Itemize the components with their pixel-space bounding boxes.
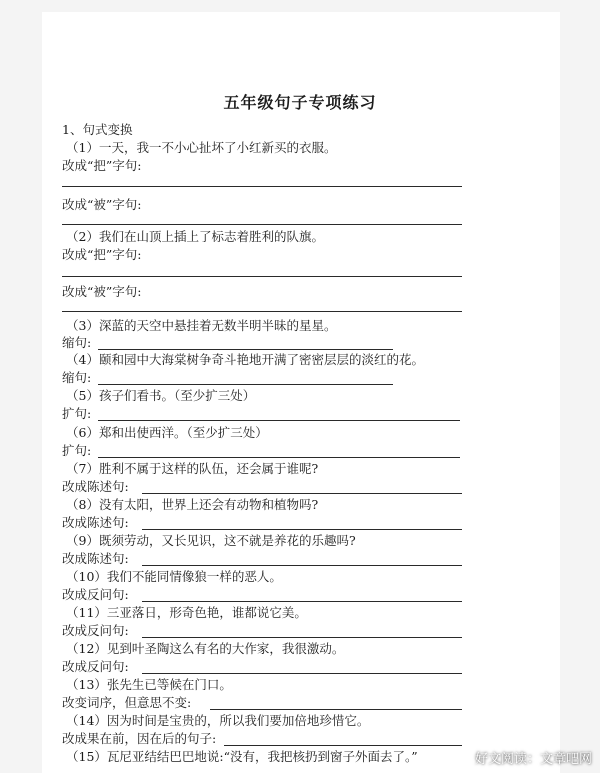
exercise-line: （8）没有太阳，世界上还会有动物和植物吗? [66, 497, 319, 512]
exercise-line: （7）胜利不属于这样的队伍，还会属于谁呢? [66, 461, 319, 476]
exercise-line: （2）我们在山顶上插上了标志着胜利的队旗。 [66, 229, 324, 244]
answer-prompt: 改成“把”字句: [62, 158, 142, 173]
answer-prompt: 改成陈述句: [62, 551, 129, 566]
answer-prompt: 改成反问句: [62, 623, 129, 638]
exercise-line: （10）我们不能同情像狼一样的恶人。 [66, 569, 282, 584]
site-watermark: 好文阅读：文章吧网 [474, 752, 592, 767]
answer-line[interactable] [142, 565, 462, 566]
answer-prompt: 扩句: [62, 443, 92, 458]
section-heading: 1、句式变换 [62, 122, 133, 137]
answer-line[interactable] [62, 276, 462, 277]
answer-line[interactable] [142, 601, 462, 602]
answer-line[interactable] [62, 311, 462, 312]
answer-line[interactable] [98, 384, 393, 385]
exercise-line: （15）瓦尼亚结结巴巴地说:“没有，我把核扔到窗子外面去了。” [66, 749, 418, 764]
answer-line[interactable] [62, 224, 462, 225]
answer-prompt: 改成反问句: [62, 659, 129, 674]
answer-prompt: 改成反问句: [62, 587, 129, 602]
answer-prompt: 改成“把”字句: [62, 247, 142, 262]
answer-prompt: 缩句: [62, 335, 92, 350]
answer-prompt: 改变词序，但意思不变: [62, 695, 192, 710]
answer-line[interactable] [210, 709, 462, 710]
answer-line[interactable] [224, 745, 462, 746]
answer-line[interactable] [98, 420, 460, 421]
exercise-line: （6）郑和出使西洋。（至少扩三处） [66, 425, 268, 440]
answer-line[interactable] [62, 186, 462, 187]
exercise-line: （5）孩子们看书。（至少扩三处） [66, 388, 256, 403]
page-title: 五年级句子专项练习 [223, 93, 377, 112]
exercise-line: （4）颐和园中大海棠树争奇斗艳地开满了密密层层的淡红的花。 [66, 352, 424, 367]
answer-line[interactable] [142, 673, 462, 674]
answer-prompt: 缩句: [62, 370, 92, 385]
answer-prompt: 改成陈述句: [62, 515, 129, 530]
exercise-line: （9）既须劳动，又长见识，这不就是养花的乐趣吗? [66, 533, 356, 548]
answer-line[interactable] [142, 493, 462, 494]
answer-prompt: 改成“被”字句: [62, 284, 142, 299]
answer-line[interactable] [98, 457, 460, 458]
answer-line[interactable] [142, 529, 462, 530]
answer-prompt: 改成“被”字句: [62, 197, 142, 212]
answer-prompt: 扩句: [62, 406, 92, 421]
answer-line[interactable] [142, 637, 462, 638]
exercise-line: （1）一天，我一不小心扯坏了小红新买的衣服。 [66, 140, 337, 155]
exercise-line: （12）见到叶圣陶这么有名的大作家，我很激动。 [66, 641, 345, 656]
exercise-line: （3）深蓝的天空中悬挂着无数半明半昧的星星。 [66, 318, 337, 333]
answer-prompt: 改成果在前，因在后的句子: [62, 731, 217, 746]
answer-prompt: 改成陈述句: [62, 479, 129, 494]
exercise-line: （11）三亚落日，形奇色艳，谁都说它美。 [66, 605, 307, 620]
exercise-line: （13）张先生已等候在门口。 [66, 677, 232, 692]
exercise-line: （14）因为时间是宝贵的，所以我们要加倍地珍惜它。 [66, 713, 370, 728]
answer-line[interactable] [98, 349, 393, 350]
